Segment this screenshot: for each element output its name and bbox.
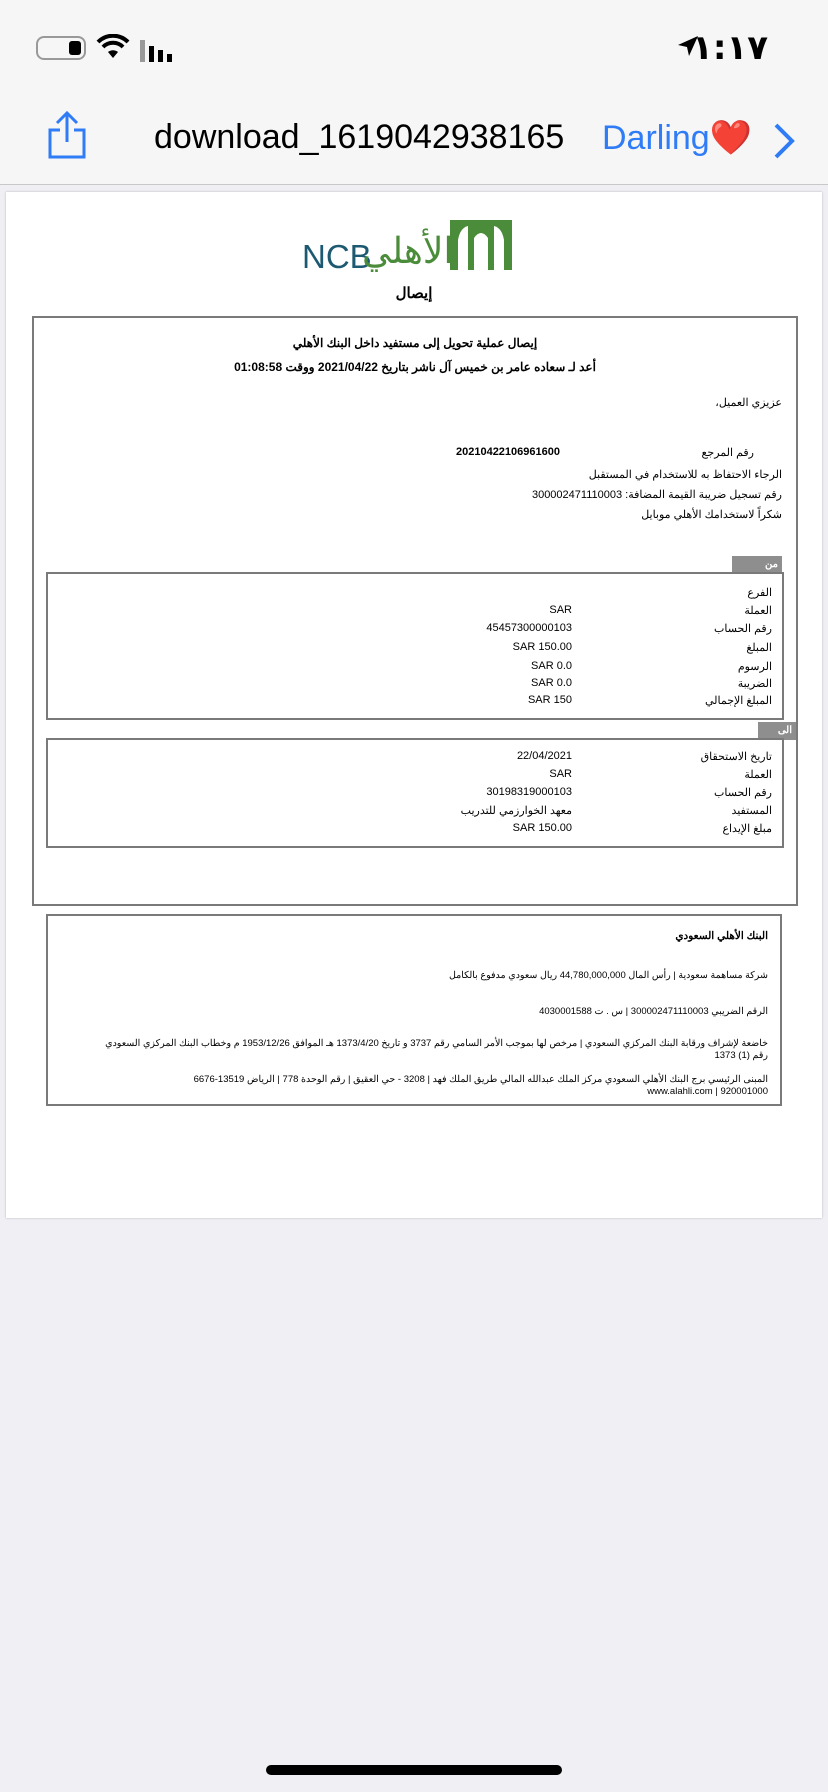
thanks-line: شكراً لاستخدامك الأهلي موبايل: [641, 509, 782, 521]
bank-footer-box: [46, 914, 782, 1106]
greeting: عزيزي العميل،: [715, 397, 782, 409]
wifi-icon: [96, 34, 130, 60]
to-label: العملة: [744, 769, 772, 781]
receipt-heading: إيصال: [395, 285, 433, 302]
from-tab: من: [732, 556, 782, 574]
to-box: [46, 738, 784, 848]
from-label: الرسوم: [737, 661, 772, 673]
from-label: الفرع: [747, 587, 772, 599]
footer-line: خاضعة لإشراف ورقابة البنك المركزي السعودي | مرخص لها بموجب الأمر السامي رقم 3737 و تاريخ 1373/4/20 هـ الموافق 1953/12/26 م وخطاب البنك المركزي السعودي: [105, 1038, 768, 1049]
footer-line: المبنى الرئيسي برج البنك الأهلي السعودي مركز الملك عبدالله المالي طريق الملك فهد | 3208 - حي العقيق | رقم الوحدة 778 | الرياض 13519-6676: [193, 1074, 768, 1085]
from-value: 150 SAR: [527, 694, 572, 706]
vat-line: رقم تسجيل ضريبة القيمة المضافة: 300002471110003: [531, 489, 782, 501]
footer-line: الرقم الضريبي 300002471110003 | س . ت 4030001588: [539, 1006, 768, 1017]
signal-icon: [140, 40, 176, 62]
to-label: المستفيد: [731, 805, 772, 817]
reference-label: رقم المرجع: [701, 447, 754, 459]
logo-text-ar: الأهلي: [362, 230, 454, 271]
receipt-main-box: [32, 316, 798, 906]
to-tab: الى: [758, 722, 796, 740]
from-value: 0.0 SAR: [531, 660, 572, 672]
from-value: 45457300000103: [486, 622, 572, 634]
from-value: 0.0 SAR: [531, 677, 572, 689]
ncb-logo: [302, 218, 528, 280]
footer-line: www.alahli.com | 920001000: [647, 1086, 768, 1097]
from-label: المبلغ: [746, 642, 772, 654]
from-box: [46, 572, 784, 720]
to-value: 150.00 SAR: [512, 822, 572, 834]
footer-line: شركة مساهمة سعودية | رأس المال 44,780,000,000 ريال سعودي مدفوع بالكامل: [448, 970, 768, 981]
keep-notice: الرجاء الاحتفاظ به للاستخدام في المستقبل: [588, 469, 782, 481]
document-page: [6, 192, 822, 1218]
chevron-right-icon[interactable]: [772, 122, 796, 160]
from-value: SAR: [549, 604, 572, 616]
to-value: 22/04/2021: [516, 750, 572, 762]
reference-value: 20210422106961600: [455, 446, 560, 458]
footer-bank-name: البنك الأهلي السعودي: [675, 930, 768, 942]
logo-text-en: NCB: [302, 238, 372, 275]
from-value: 150.00 SAR: [512, 641, 572, 653]
share-icon[interactable]: [46, 110, 88, 160]
to-label: رقم الحساب: [714, 787, 772, 799]
to-value: معهد الخوارزمي للتدريب: [460, 805, 572, 817]
status-bar: [0, 0, 828, 92]
prepared-for: أعد لـ سعاده عامر بن خميس آل ناشر بتاريخ 2021/04/22 ووقت 01:08:58: [234, 360, 596, 374]
to-value: SAR: [549, 768, 572, 780]
to-label: تاريخ الاستحقاق: [700, 751, 772, 763]
home-indicator[interactable]: [266, 1765, 562, 1775]
next-document-label[interactable]: Darling❤️: [602, 119, 753, 157]
from-label: رقم الحساب: [714, 623, 772, 635]
footer-line: رقم (1) 1373: [714, 1050, 768, 1061]
document-title: download_1619042938165: [154, 118, 565, 156]
receipt-title: إيصال عملية تحويل إلى مستفيد داخل البنك الأهلي: [292, 336, 538, 350]
toolbar: [0, 92, 828, 185]
to-label: مبلغ الإيداع: [722, 823, 772, 835]
from-label: الضريبة: [737, 678, 772, 690]
from-label: العملة: [744, 605, 772, 617]
to-value: 30198319000103: [486, 786, 572, 798]
status-time: ١:١٧: [692, 28, 768, 68]
battery-icon: [36, 36, 86, 60]
from-label: المبلغ الإجمالي: [705, 695, 772, 707]
